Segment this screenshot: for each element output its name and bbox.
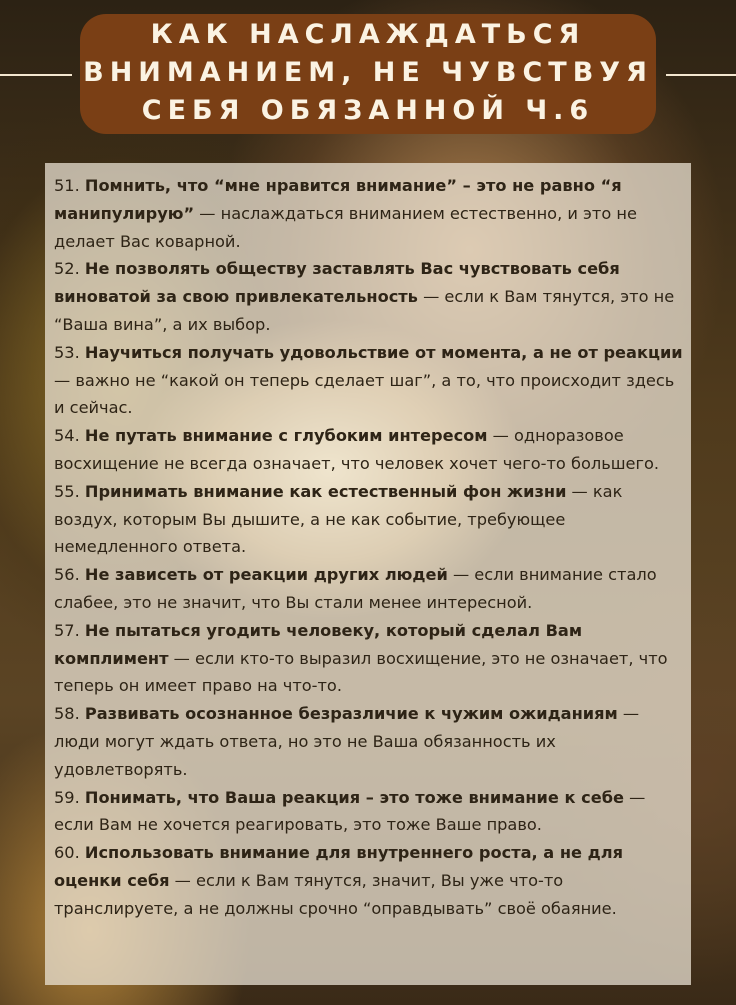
item-text: — одноразовое восхищение не всегда означает, что человек хочет чего-то большего.: [54, 426, 660, 473]
item-number: 57.: [54, 620, 85, 640]
item-number: 52.: [54, 259, 85, 279]
item-heading: Использовать внимание для внутреннего роста, а не для оценки себя: [54, 843, 623, 890]
title-line-1: КАК НАСЛАЖДАТЬСЯ: [150, 19, 586, 50]
item-text: — если внимание стало слабее, это не значит, что Вы стали менее интересной.: [54, 565, 657, 612]
list-item: [54, 255, 686, 338]
item-heading: Не зависеть от реакции других людей: [84, 565, 448, 585]
title-line-2: ВНИМАНИЕМ, НЕ ЧУВСТВУЯ: [83, 57, 653, 88]
item-text: — важно не “какой он теперь сделает шаг”, а то, что происходит здесь и сейчас.: [54, 370, 675, 418]
item-heading: Развивать осознанное безразличие к чужим ожиданиям: [84, 704, 618, 724]
list-item: [54, 839, 686, 922]
item-text: — если к Вам тянутся, это не “Ваша вина”, а их выбор.: [54, 287, 675, 334]
item-text: — люди могут ждать ответа, но это не Ваша обязанность их удовлетворять.: [54, 704, 640, 779]
item-heading: Понимать, что Ваша реакция – это тоже внимание к себе: [84, 787, 624, 807]
item-number: 55.: [54, 481, 85, 501]
item-text: — как воздух, которым Вы дышите, а не как событие, требующее немедленного ответа.: [54, 481, 623, 557]
title-line-3: СЕБЯ ОБЯЗАННОЙ Ч.6: [141, 95, 595, 126]
item-number: 60.: [54, 843, 85, 863]
list-item: [54, 617, 686, 700]
item-heading: Научиться получать удовольствие от момента, а не от реакции: [84, 342, 683, 362]
title-right-rule: [666, 74, 736, 76]
item-number: 54.: [54, 426, 85, 446]
item-text: — если Вам не хочется реагировать, это тоже Ваше право.: [54, 787, 646, 835]
item-heading: Помнить, что “мне нравится внимание” – это не равно “я манипулирую”: [54, 176, 622, 223]
tips-list: [54, 172, 686, 923]
item-number: 51.: [54, 176, 85, 195]
item-number: 58.: [54, 704, 85, 724]
list-item: [54, 339, 686, 422]
list-item: [54, 422, 686, 478]
item-text: — если к Вам тянутся, значит, Вы уже что-то транслируете, а не должны срочно “оправдывать” своё обаяние.: [54, 870, 617, 918]
list-item: [54, 478, 686, 561]
item-text: — если кто-то выразил восхищение, это не означает, что теперь он имеет право на что-то.: [54, 648, 668, 696]
list-item: [54, 561, 686, 617]
item-number: 53.: [54, 342, 85, 362]
item-heading: Не пытаться угодить человеку, который сделал Вам комплимент: [54, 620, 583, 668]
item-heading: Принимать внимание как естественный фон жизни: [84, 481, 567, 501]
item-text: — наслаждаться вниманием естественно, и это не делает Вас коварной.: [54, 203, 637, 251]
list-item: [54, 172, 686, 255]
item-number: 59.: [54, 787, 85, 807]
item-heading: Не путать внимание с глубоким интересом: [84, 426, 488, 446]
title-left-rule: [0, 74, 72, 76]
list-item: [54, 784, 686, 840]
item-number: 56.: [54, 565, 85, 585]
list-item: [54, 700, 686, 783]
page-title: [80, 16, 656, 130]
item-heading: Не позволять обществу заставлять Вас чувствовать себя виноватой за свою привлекательность: [54, 259, 620, 307]
